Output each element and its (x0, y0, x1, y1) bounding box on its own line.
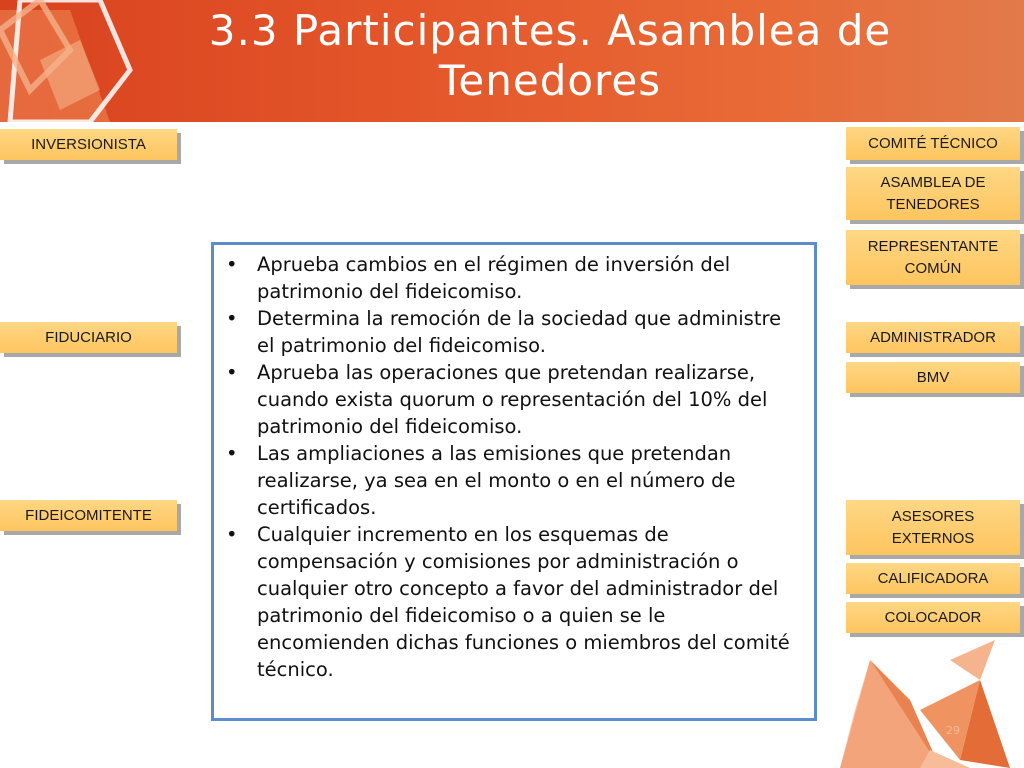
colocador-box[interactable]: COLOCADOR (846, 602, 1020, 633)
bullet-icon: • (226, 253, 238, 276)
bullet-text: Las ampliaciones a las emisiones que pretendan realizarse, ya sea en el monto o en el número de certificados. (257, 442, 736, 519)
bullet-icon: • (226, 307, 238, 330)
asesores-externos-box[interactable]: ASESORES EXTERNOS (846, 500, 1020, 555)
title-banner (0, 0, 1024, 122)
fideicomitente-box[interactable]: FIDEICOMITENTE (0, 500, 177, 531)
bullet-item (226, 305, 804, 359)
fiduciario-box[interactable]: FIDUCIARIO (0, 322, 177, 353)
administrador-box[interactable]: ADMINISTRADOR (846, 322, 1020, 353)
bullet-text: Cualquier incremento en los esquemas de compensación y comisiones por administración o cualquier otro concepto a favor del administrador del patrimonio del fideicomiso o a quien se le encomienden dichas funciones o miembros del comité técnico. (257, 523, 790, 681)
bullet-item (226, 440, 804, 521)
bullet-item (226, 359, 804, 440)
bullet-icon: • (226, 523, 238, 546)
inversionista-box[interactable]: INVERSIONISTA (0, 129, 177, 160)
bullet-text: Aprueba cambios en el régimen de inversión del patrimonio del fideicomiso. (257, 253, 731, 303)
bullet-text: Determina la remoción de la sociedad que administre el patrimonio del fideicomiso. (257, 307, 782, 357)
asamblea-de-tenedores-box[interactable]: ASAMBLEA DE TENEDORES (846, 167, 1020, 220)
page-number: 29 (946, 724, 960, 737)
bullet-text: Aprueba las operaciones que pretendan realizarse, cuando exista quorum o representación del 10% del patrimonio del fideicomiso. (257, 361, 768, 438)
origami-decoration-icon (830, 640, 1024, 768)
representante-comun-box[interactable]: REPRESENTANTE COMÚN (846, 230, 1020, 285)
bullet-item (226, 251, 804, 305)
bullet-list (226, 251, 804, 683)
bmv-box[interactable]: BMV (846, 362, 1020, 393)
calificadora-box[interactable]: CALIFICADORA (846, 563, 1020, 594)
bullet-icon: • (226, 361, 238, 384)
bullet-icon: • (226, 442, 238, 465)
content-panel (211, 242, 817, 721)
bullet-item (226, 521, 804, 683)
comite-tecnico-box[interactable]: COMITÉ TÉCNICO (846, 127, 1020, 160)
slide-title: 3.3 Participantes. Asamblea de Tenedores (208, 6, 892, 105)
logo-hexagon-icon (0, 0, 160, 122)
